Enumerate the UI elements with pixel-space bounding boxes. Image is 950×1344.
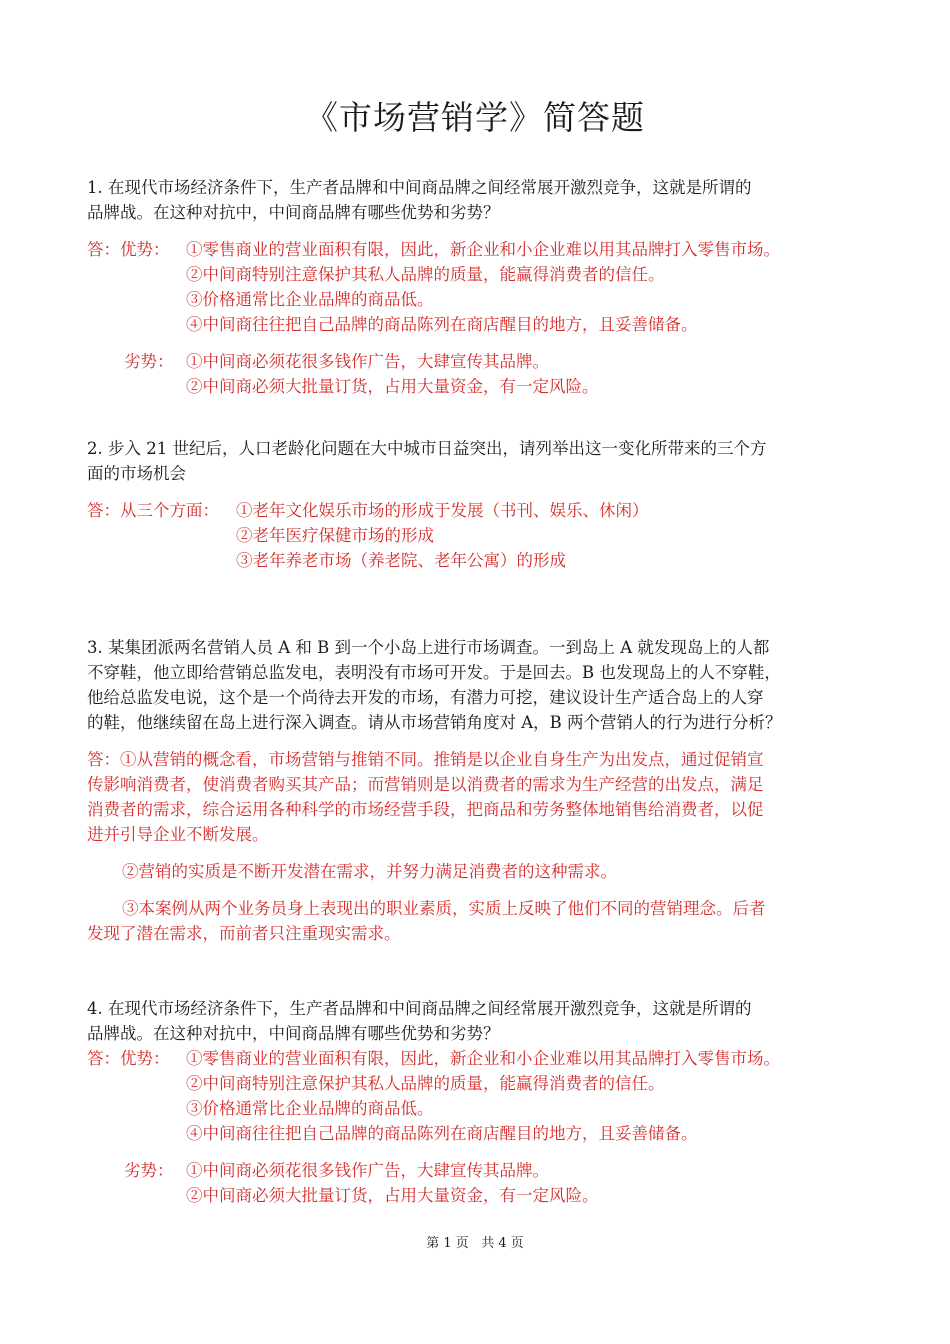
q1-disadvantages-prefix: 劣势： (124, 352, 174, 371)
q1-question-line: 品牌战。在这种对抗中，中间商品牌有哪些优势和劣势？ (87, 203, 500, 222)
q1-advantages-prefix: 答：优势： (87, 240, 170, 259)
q3-answer-line: ③本案例从两个业务员身上表现出的职业素质，实质上反映了他们不同的营销理念。后者 (122, 899, 766, 918)
q3-question-line: 的鞋，他继续留在岛上进行深入调查。请从市场营销角度对 A，B 两个营销人的行为进行分析？ (87, 713, 782, 732)
q3-answer-line: ②营销的实质是不断开发潜在需求，并努力满足消费者的这种需求。 (122, 862, 617, 881)
q3-question-line: 3. 某集团派两名营销人员 A 和 B 到一个小岛上进行市场调查。一到岛上 A 就发现岛上的人都 (87, 638, 770, 657)
q4-advantage-item: ③价格通常比企业品牌的商品低。 (186, 1099, 434, 1118)
q4-question-line: 4. 在现代市场经济条件下，生产者品牌和中间商品牌之间经常展开激烈竞争，这就是所谓的 (87, 999, 752, 1018)
page-footer: 第 1 页 共 4 页 (426, 1236, 524, 1251)
q4-advantage-item: ①零售商业的营业面积有限，因此，新企业和小企业难以用其品牌打入零售市场。 (186, 1049, 780, 1068)
q3-question-line: 不穿鞋，他立即给营销总监发电，表明没有市场可开发。于是回去。B 也发现岛上的人不穿鞋， (87, 663, 781, 682)
q2-question-line: 面的市场机会 (87, 464, 186, 483)
q1-advantage-item: ④中间商往往把自己品牌的商品陈列在商店醒目的地方，且妥善储备。 (186, 315, 698, 334)
q3-answer-line: 进并引导企业不断发展。 (87, 825, 269, 844)
q1-disadvantage-item: ①中间商必须花很多钱作广告，大肆宣传其品牌。 (186, 352, 549, 371)
q4-advantage-item: ②中间商特别注意保护其私人品牌的质量，能赢得消费者的信任。 (186, 1074, 665, 1093)
q3-question-line: 他给总监发电说，这个是一个尚待去开发的市场，有潜力可挖，建议设计生产适合岛上的人穿 (87, 688, 764, 707)
q1-disadvantage-item: ②中间商必须大批量订货，占用大量资金，有一定风险。 (186, 377, 599, 396)
q2-answer-item: ①老年文化娱乐市场的形成于发展（书刊、娱乐、休闲） (236, 501, 649, 520)
q2-answer-item: ③老年养老市场（养老院、老年公寓）的形成 (236, 551, 566, 570)
q3-answer-line: 传影响消费者，使消费者购买其产品；而营销则是以消费者的需求为生产经营的出发点，满足 (87, 775, 764, 794)
q2-answer-prefix: 答：从三个方面： (87, 501, 219, 520)
q4-disadvantages-prefix: 劣势： (124, 1161, 174, 1180)
q2-question-line: 2. 步入 21 世纪后，人口老龄化问题在大中城市日益突出，请列举出这一变化所带来的三个方 (87, 439, 767, 458)
q4-disadvantage-item: ②中间商必须大批量订货，占用大量资金，有一定风险。 (186, 1186, 599, 1205)
q4-question-line: 品牌战。在这种对抗中，中间商品牌有哪些优势和劣势？ (87, 1024, 500, 1043)
q1-advantage-item: ②中间商特别注意保护其私人品牌的质量，能赢得消费者的信任。 (186, 265, 665, 284)
q1-question-line: 1. 在现代市场经济条件下，生产者品牌和中间商品牌之间经常展开激烈竞争，这就是所谓的 (87, 178, 752, 197)
page-title: 《市场营销学》简答题 (305, 98, 645, 137)
q4-advantage-item: ④中间商往往把自己品牌的商品陈列在商店醒目的地方，且妥善储备。 (186, 1124, 698, 1143)
q3-answer-line: 发现了潜在需求，而前者只注重现实需求。 (87, 924, 401, 943)
q2-answer-item: ②老年医疗保健市场的形成 (236, 526, 434, 545)
q1-advantage-item: ③价格通常比企业品牌的商品低。 (186, 290, 434, 309)
q3-answer-line: 消费者的需求，综合运用各种科学的市场经营手段，把商品和劳务整体地销售给消费者，以促 (87, 800, 764, 819)
q4-advantages-prefix: 答：优势： (87, 1049, 170, 1068)
q3-answer-line: 答：①从营销的概念看，市场营销与推销不同。推销是以企业自身生产为出发点，通过促销宣 (87, 750, 764, 769)
q1-advantage-item: ①零售商业的营业面积有限，因此，新企业和小企业难以用其品牌打入零售市场。 (186, 240, 780, 259)
q4-disadvantage-item: ①中间商必须花很多钱作广告，大肆宣传其品牌。 (186, 1161, 549, 1180)
